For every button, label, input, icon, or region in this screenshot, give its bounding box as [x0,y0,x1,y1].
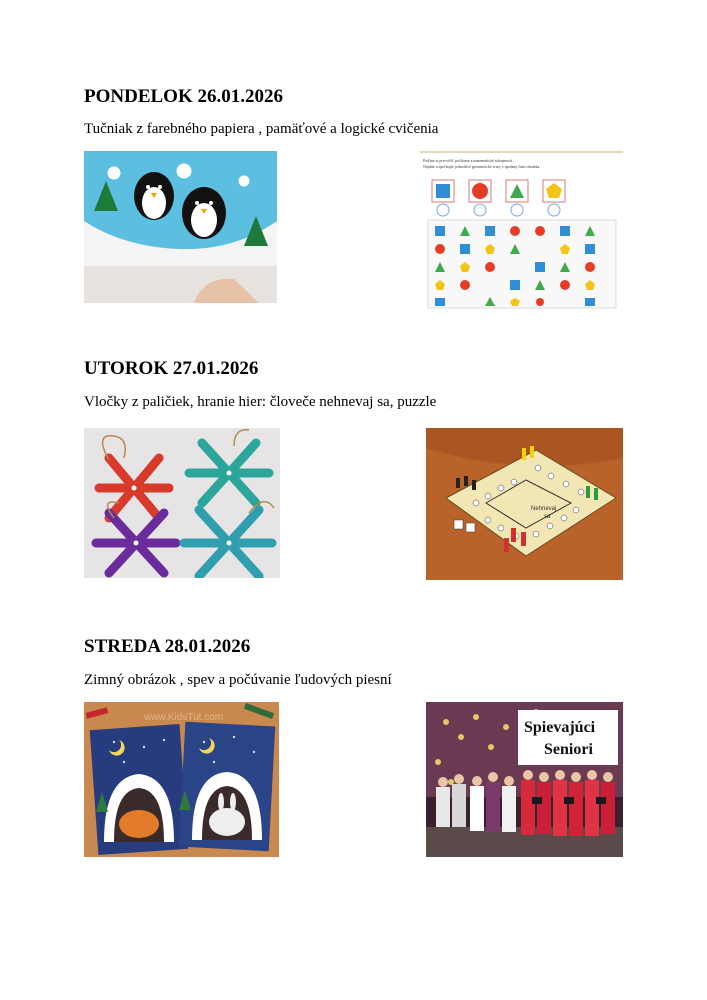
tuesday-description: Vločky z paličiek, hranie hier: človeče nehnevaj sa, puzzle [84,394,437,410]
winter-picture-craft-photo [84,702,279,857]
monday-heading: PONDELOK 26.01.2026 [84,86,283,107]
wednesday-description: Zimný obrázok , spev a počúvanie ľudových piesní [84,672,392,688]
tuesday-heading: UTOROK 27.01.2026 [84,358,259,379]
shapes-worksheet-image [420,150,623,310]
wednesday-heading: STREDA 28.01.2026 [84,636,251,657]
board-word-1: Nehnevaj [531,506,557,512]
kidstut-watermark: www.KidsTut.com [144,712,224,723]
board-word-2: sa [544,514,551,520]
worksheet-line-1: Poďme si precvičiť počítanie a matematické schopnosti. [423,158,513,163]
banner-title-line2: Seniori [544,741,593,758]
ludo-board-game-photo [426,428,623,580]
singing-seniors-photo [426,702,623,857]
banner-title-line1: Spievajúci [524,719,596,736]
worksheet-line-2: Nájdite a spočítajte jednotlivé geometrické tvary v spodnej časti obrázka. [423,164,541,169]
monday-description: Tučniak z farebného papiera , pamäťové a logické cvičenia [84,121,439,137]
stick-snowflakes-photo [84,428,280,578]
penguin-craft-photo [84,151,277,303]
shapes-grid [428,220,616,308]
